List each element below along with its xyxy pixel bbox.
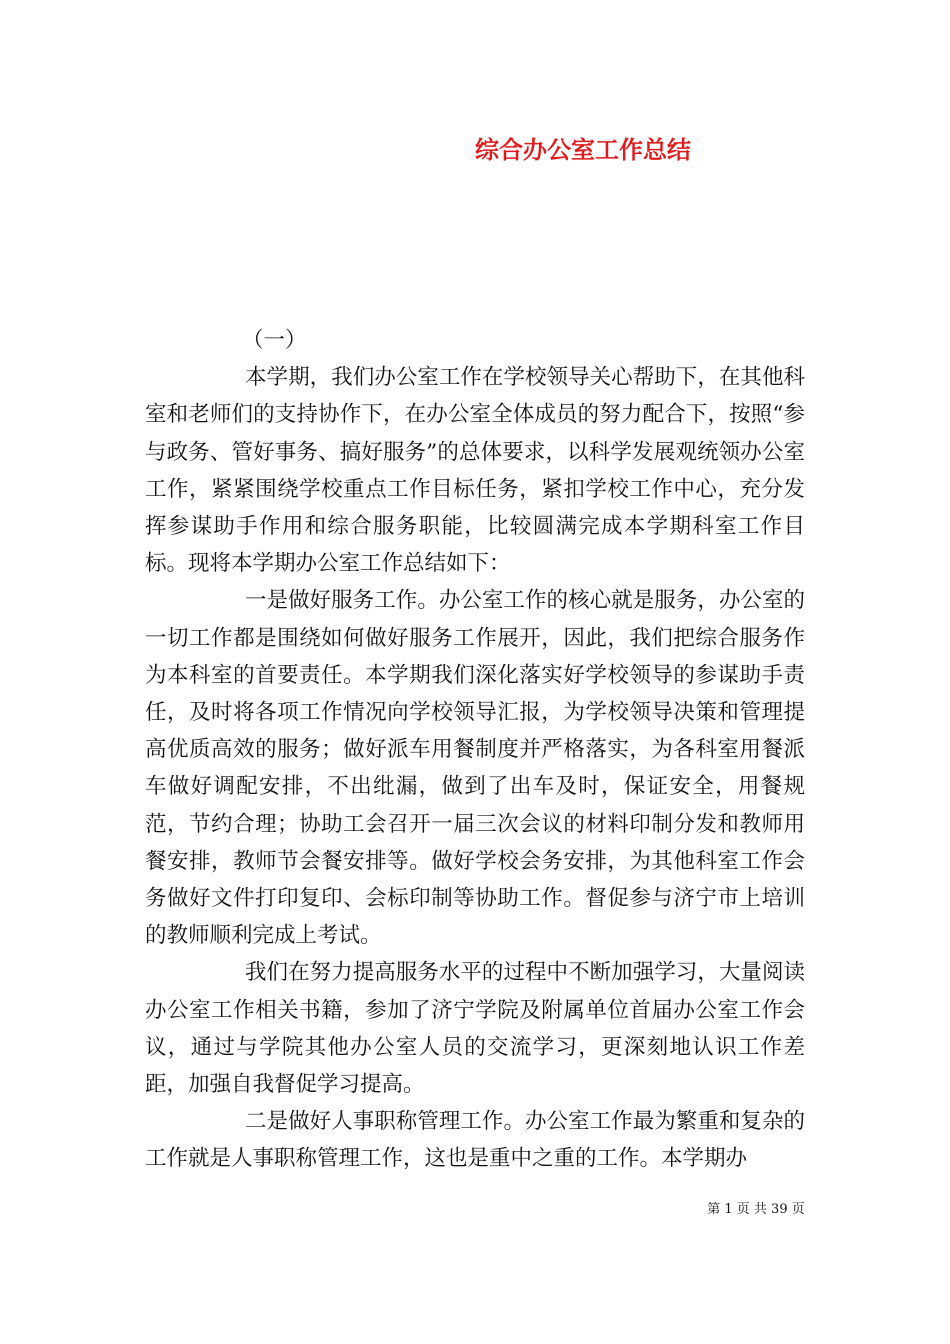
paragraph-service-work: 一是做好服务工作。办公室工作的核心就是服务，办公室的一切工作都是围绕如何做好服务工作展开，因此，我们把综合服务作为本科室的首要责任。本学期我们深化落实好学校领导的参谋助手责任，及时将各项工作情况向学校领导汇报，为学校领导决策和管理提高优质高效的服务；做好派车用餐制度并严格落实，为各科室用餐派车做好调配安排，不出纰漏，做到了出车及时，保证安全，用餐规范，节约合理；协助工会召开一届三次会议的材料印制分发和教师用餐安排，教师节会餐安排等。做好学校会务安排，为其他科室工作会务做好文件打印复印、会标印制等协助工作。督促参与济宁市上培训的教师顺利完成上考试。 [145,588,805,949]
page-number: 第 1 页 共 39 页 [707,1202,805,1217]
paragraph-personnel-work: 二是做好人事职称管理工作。办公室工作最为繁重和复杂的工作就是人事职称管理工作，这也是重中之重的工作。本学期办 [145,1109,805,1172]
paragraph-intro: 本学期，我们办公室工作在学校领导关心帮助下，在其他科室和老师们的支持协作下，在办公室全体成员的努力配合下，按照“参与政务、管好事务、搞好服务”的总体要求，以科学发展观统领办公室工作，紧紧围绕学校重点工作目标任务，紧扣学校工作中心，充分发挥参谋助手作用和综合服务职能，比较圆满完成本学期科室工作目标。现将本学期办公室工作总结如下： [145,365,805,577]
paragraph-study: 我们在努力提高服务水平的过程中不断加强学习，大量阅读办公室工作相关书籍，参加了济宁学院及附属单位首届办公室工作会议，通过与学院其他办公室人员的交流学习，更深刻地认识工作差距，加强自我督促学习提高。 [145,960,805,1098]
section-marker: （一） [242,328,307,353]
document-body [145,322,805,1178]
document-title: 综合办公室工作总结 [475,135,691,164]
